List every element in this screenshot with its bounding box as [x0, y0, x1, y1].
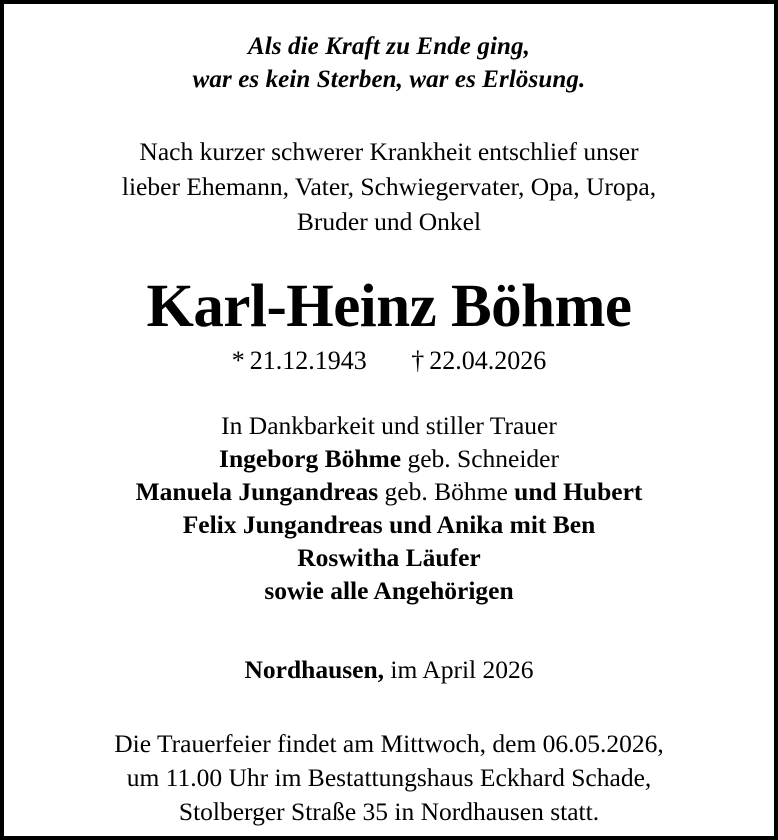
birth-star-icon: *: [231, 346, 245, 375]
verse-line: Als die Kraft zu Ende ging,: [248, 33, 530, 60]
ceremony-line: Stolberger Straße 35 in Nordhausen statt.: [178, 797, 600, 826]
memorial-verse: [34, 30, 744, 96]
mourner-line: [34, 475, 744, 508]
birth-date-group: [232, 346, 374, 375]
ceremony-line: Die Trauerfeier findet am Mittwoch, dem 06.05.2026,: [114, 729, 664, 758]
introduction-text: [34, 134, 744, 239]
mourner-maiden-name: geb. Schneider: [401, 444, 559, 473]
mourners-closing: sowie alle Angehörigen: [264, 576, 514, 605]
death-cross-icon: †: [411, 346, 425, 375]
mourner-line: [34, 574, 744, 607]
ceremony-line: um 11.00 Uhr im Bestattungshaus Eckhard Schade,: [126, 763, 652, 792]
mourner-name-continued: und Hubert: [514, 477, 643, 506]
mourner-name: Ingeborg Böhme: [219, 444, 402, 473]
death-date: 22.04.2026: [429, 346, 547, 375]
notice-date: im April 2026: [384, 655, 534, 684]
mourner-name: Felix Jungandreas und Anika mit Ben: [182, 510, 596, 539]
birth-date: 21.12.1943: [249, 346, 367, 375]
ceremony-details: [34, 727, 744, 829]
death-date-group: [411, 346, 546, 375]
place-and-date: [34, 653, 744, 686]
mourner-line: [34, 508, 744, 541]
introduction-line: Nach kurzer schwerer Krankheit entschlief unser: [139, 137, 639, 166]
notice-content: [4, 4, 774, 836]
mourner-line: [34, 442, 744, 475]
life-dates: [34, 345, 744, 377]
mourner-maiden-name: geb. Böhme: [378, 477, 515, 506]
place-name: Nordhausen,: [244, 655, 385, 684]
mourners-heading: In Dankbarkeit und stiller Trauer: [221, 411, 557, 440]
mourner-name: Roswitha Läufer: [297, 543, 481, 572]
introduction-line: Bruder und Onkel: [296, 207, 482, 236]
verse-line: war es kein Sterben, war es Erlösung.: [192, 66, 586, 93]
mourner-name: Manuela Jungandreas: [135, 477, 379, 506]
introduction-line: lieber Ehemann, Vater, Schwiegervater, Opa, Uropa,: [121, 172, 657, 201]
mourners-block: [34, 409, 744, 607]
mourner-line: [34, 541, 744, 574]
deceased-name: Karl-Heinz Böhme: [146, 273, 632, 340]
